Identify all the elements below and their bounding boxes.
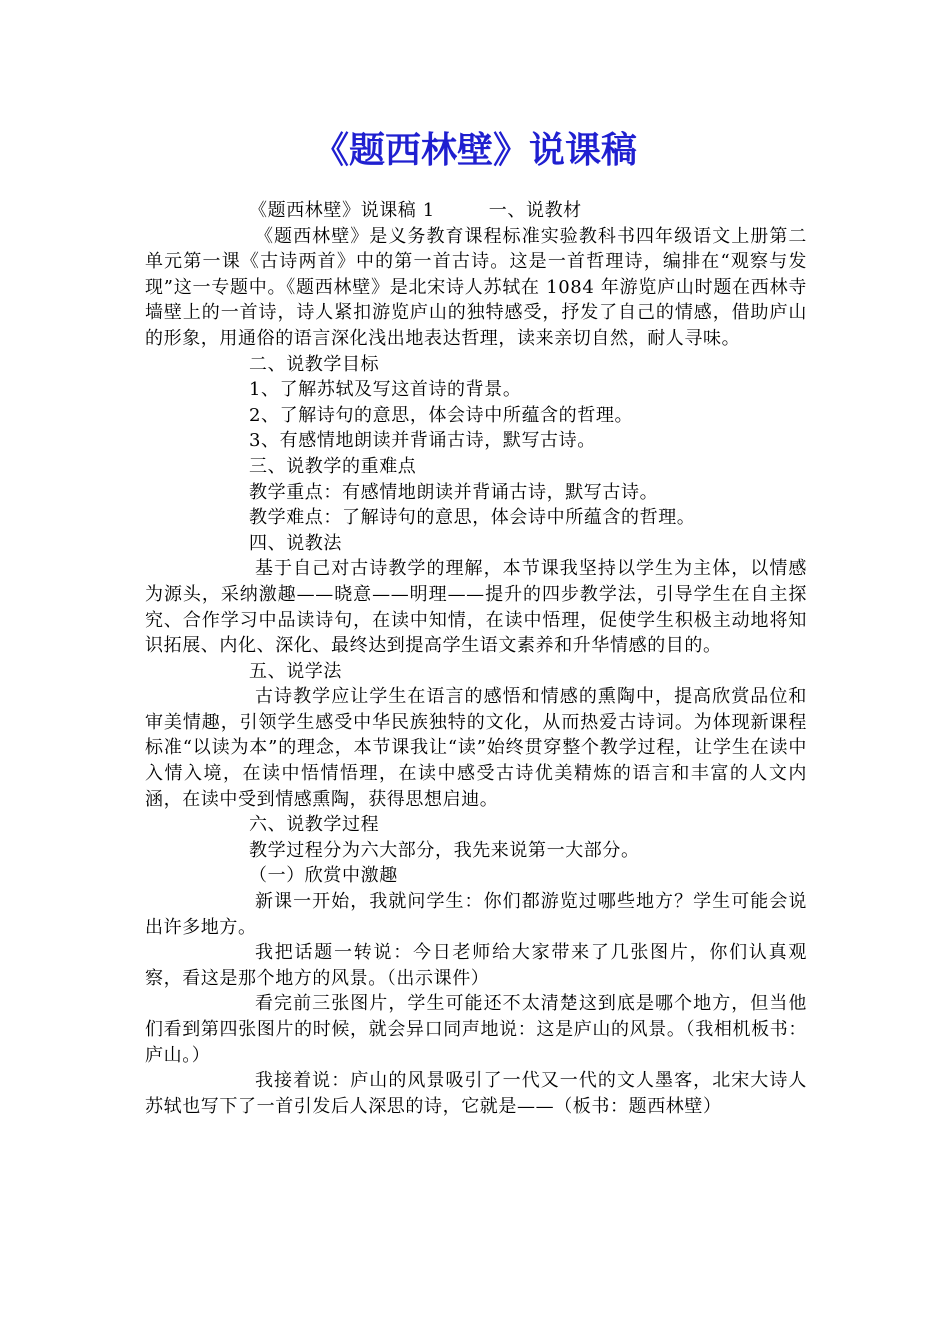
paragraph-learning: 古诗教学应让学生在语言的感悟和情感的熏陶中，提高欣赏品位和审美情趣，引领学生感受中华民族独特的文化，从而热爱古诗词。为体现新课程标准“以读为本”的理念，本节课我让“读”始终贯穿整个教学过程，让学生在读中入情入境，在读中悟情悟理，在读中感受古诗优美精炼的语言和丰富的人文内涵，在读中受到情感熏陶，获得思想启迪。 [145, 686, 807, 810]
goal-item-2: 2、了解诗句的意思，体会诗中所蕴含的哲理。 [249, 404, 634, 426]
paragraph-textbook: 《题西林壁》是义务教育课程标准实验教科书四年级语文上册第二单元第一课《古诗两首》中的第一首古诗。这是一首哲理诗，编排在“观察与发现”这一专题中。《题西林壁》是北宋诗人苏轼在 1084 年游览庐山时题在西林寺墙壁上的一首诗，诗人紧扣游览庐山的独特感受，抒发了自己的情感，借助庐山的形象，用通俗的语言深化浅出地表达哲理，读来亲切自然，耐人寻味。 [145, 225, 807, 349]
section-heading-method: 四、说教法 [249, 532, 342, 554]
intro-label: 《题西林壁》说课稿 1 [249, 200, 435, 221]
paragraph-method: 基于自己对古诗教学的理解，本节课我坚持以学生为主体，以情感为源头，采纳激趣——晓意——明理——提升的四步教学法，引导学生在自主探究、合作学习中品读诗句，在读中知情，在读中悟理，促使学生积极主动地将知识拓展、内化、深化、最终达到提高学生语文素养和升华情感的目的。 [145, 558, 807, 657]
section-heading-key-points: 三、说教学的重难点 [249, 455, 417, 477]
difficult-point: 教学难点：了解诗句的意思，体会诗中所蕴含的哲理。 [249, 507, 696, 529]
paragraph-process-3: 看完前三张图片，学生可能还不太清楚这到底是哪个地方，但当他们看到第四张图片的时候，就会异口同声地说：这是庐山的风景。（我相机板书：庐山。） [145, 993, 807, 1066]
intro-line [145, 198, 807, 224]
subsection-heading-interest: （一）欣赏中激趣 [249, 865, 398, 887]
paragraph-process-4: 我接着说：庐山的风景吸引了一代又一代的文人墨客，北宋大诗人苏轼也写下了一首引发后人深思的诗，它就是——（板书：题西林壁） [145, 1070, 807, 1117]
document-title: 《题西林壁》说课稿 [312, 130, 637, 171]
paragraph-process-1: 新课一开始，我就问学生：你们都游览过哪些地方？学生可能会说出许多地方。 [145, 891, 807, 938]
goal-item-1: 1、了解苏轼及写这首诗的背景。 [249, 379, 522, 401]
section-heading-textbook: 一、说教材 [488, 200, 582, 221]
section-heading-learning: 五、说学法 [249, 660, 342, 682]
document-body [145, 198, 807, 1119]
process-intro: 教学过程分为六大部分，我先来说第一大部分。 [249, 839, 640, 861]
key-point: 教学重点：有感情地朗读并背诵古诗，默写古诗。 [249, 481, 659, 503]
paragraph-process-2: 我把话题一转说：今日老师给大家带来了几张图片，你们认真观察，看这是那个地方的风景。（出示课件） [145, 942, 807, 989]
section-heading-process: 六、说教学过程 [249, 814, 380, 836]
goal-item-3: 3、有感情地朗读并背诵古诗，默写古诗。 [249, 430, 596, 452]
section-heading-goals: 二、说教学目标 [249, 353, 380, 375]
